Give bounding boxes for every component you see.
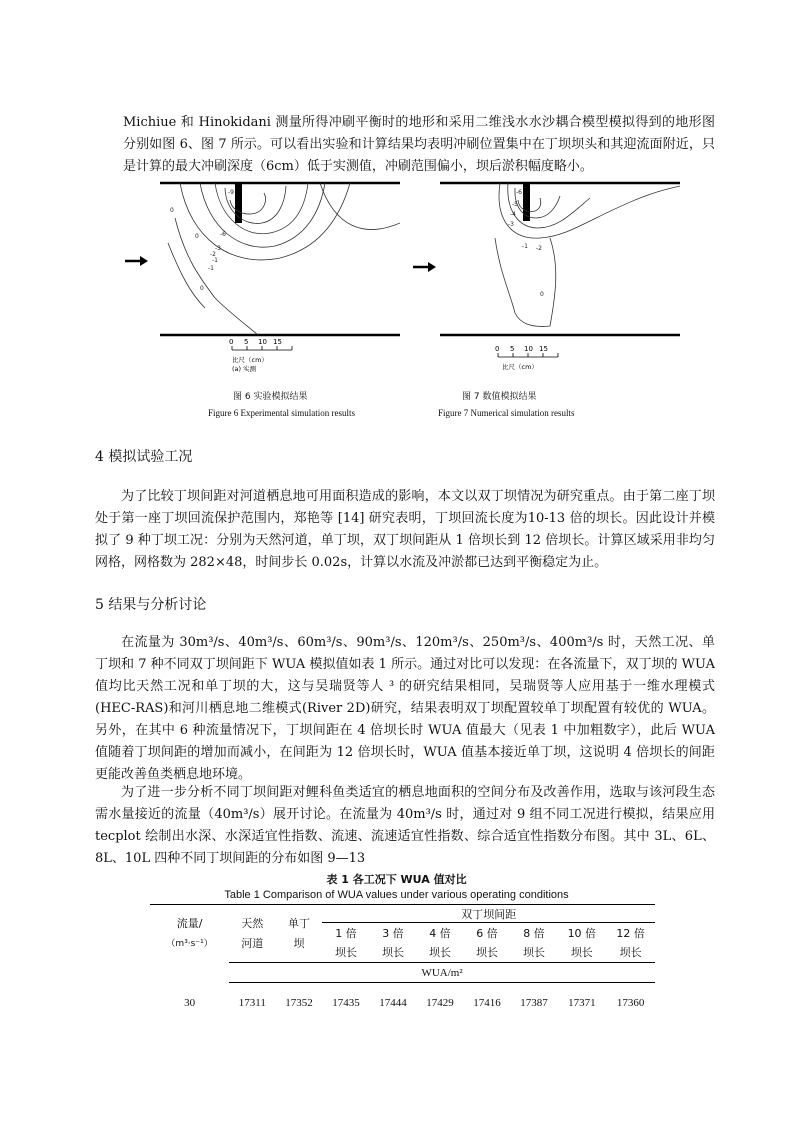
fig6-sublabel: (a) 实测 bbox=[232, 365, 257, 373]
col-header-spacing: 4 倍 bbox=[429, 926, 451, 940]
table-cell: 17387 bbox=[520, 996, 548, 1009]
fig6-scale-label: 比尺（cm） bbox=[232, 356, 268, 364]
table-cell: 17435 bbox=[332, 996, 360, 1009]
fig6-contour-label: 0 bbox=[195, 233, 199, 240]
fig6-contour-label: -1 bbox=[208, 265, 214, 272]
fig7-scale-bar bbox=[495, 345, 558, 371]
col-header-spacing: 12 倍 bbox=[616, 926, 645, 940]
section-4-paragraph: 为了比较丁坝间距对河道栖息地可用面积造成的影响，本文以双丁坝情况为研究重点。由于第二座丁坝处于第一座丁坝回流保护范围内，郑艳等 [14] 研究表明，丁坝回流长度为10-13 倍的坝长。因此设计并模拟了 9 种丁坝工况：分别为天然河道，单丁坝，双丁坝间距从 1 倍坝长到 12 倍坝长。计算区域采用非均匀网格，网格数为 282×48，时间步长 0.02s，计算以水流及冲淤都已达到平衡稳定为止。 bbox=[95, 489, 715, 570]
table-cell: 17311 bbox=[238, 996, 266, 1009]
section-5-paragraph-1: 在流量为 30m³/s、40m³/s、60m³/s、90m³/s、120m³/s、250m³/s、400m³/s 时，天然工况、单丁坝和 7 种不同双丁坝间距下 WUA 模拟值如表 1 所示。通过对比可以发现：在各流量下，双丁坝的 WUA 值均比天然工况和单丁坝的大，这与吴瑞贤等人 ³ 的研究结果相同，吴瑞贤等人应用基于一维水理模式(HEC-RAS)和河川栖息地二维模式(River 2D)研究，结果表明双丁坝配置较单丁坝配置有较优的 WUA。另外，在其中 6 种流量情况下，丁坝间距在 4 倍坝长时 WUA 值最大（见表 1 中加粗数字），此后 WUA 值随着丁坝间距的增加而减小，在间距为 12 倍坝长时，WUA 值基本接近单丁坝，这说明 4 倍坝长的间距更能改善鱼类栖息地环境。 bbox=[95, 635, 715, 782]
fig7-contour-label: -2 bbox=[536, 245, 542, 252]
col-header-spacing-unit: 坝长 bbox=[619, 946, 642, 960]
col-header-spacing: 3 倍 bbox=[382, 926, 404, 940]
col-header-spacing: 6 倍 bbox=[476, 926, 498, 940]
col-header-spacing-unit: 坝长 bbox=[381, 946, 404, 960]
table-cell: 17429 bbox=[426, 996, 454, 1009]
col-header-spacing-unit: 坝长 bbox=[334, 946, 357, 960]
col-header-flow: 流量/ （m³·s⁻¹） bbox=[166, 916, 213, 949]
fig7-scale-tick: 0 bbox=[495, 345, 500, 353]
col-header-natural: 天然 河道 bbox=[241, 916, 264, 950]
fig6-contour-label: -6 bbox=[220, 231, 226, 238]
fig7-contour-label: 0 bbox=[540, 291, 544, 298]
intro-paragraph: Michiue 和 Hinokidani 测量所得冲刷平衡时的地形和采用二维浅水水沙耦合模型模拟得到的地形图分别如图 6、图 7 所示。可以看出实验和计算结果均表明冲刷位置集中在丁坝坝头和其迎流面附近，只是计算的最大冲刷深度（6cm）低于实测值，冲刷范围偏小，坝后淤积幅度略小。 bbox=[123, 115, 715, 174]
table-cell-flow: 30 bbox=[184, 996, 196, 1009]
fig6-scale-bar bbox=[229, 338, 292, 373]
fig7-contour-label: -5 bbox=[512, 201, 518, 208]
fig7-contour-label: -4 bbox=[510, 211, 516, 218]
fig7-scale-tick: 10 bbox=[524, 345, 533, 353]
flow-arrow-icon bbox=[125, 255, 149, 267]
figure-6-contour-map bbox=[160, 178, 400, 378]
table-cell: 17416 bbox=[473, 996, 501, 1009]
fig6-contour-label: -3 bbox=[215, 245, 221, 252]
fig6-contour-label: 0 bbox=[200, 285, 204, 292]
fig7-scale-tick: 5 bbox=[510, 345, 515, 353]
table-cell-max: 17444 bbox=[379, 996, 407, 1009]
col-header-spacing: 8 倍 bbox=[523, 926, 545, 940]
fig6-scale-tick: 10 bbox=[258, 338, 267, 346]
fig6-contour-label: -9 bbox=[228, 189, 234, 196]
figure-6-caption-en: Figure 6 Experimental simulation results bbox=[208, 408, 355, 418]
figure-7-caption-cn: 图 7 数值模拟结果 bbox=[462, 392, 537, 402]
section-4-heading: 4 模拟试验工况 bbox=[95, 449, 193, 465]
table-row bbox=[150, 993, 655, 1013]
section-5-heading: 5 结果与分析讨论 bbox=[95, 597, 207, 613]
col-header-spacing: 10 倍 bbox=[567, 926, 597, 940]
figure-7-caption-en: Figure 7 Numerical simulation results bbox=[438, 408, 575, 418]
table-cell: 17360 bbox=[616, 996, 645, 1009]
fig7-scale-label: 比尺（cm） bbox=[502, 363, 538, 371]
table-cell: 17371 bbox=[568, 996, 596, 1009]
col-header-spacing-unit: 坝长 bbox=[475, 946, 498, 960]
table-1-title-en: Table 1 Comparison of WUA values under various operating conditions bbox=[224, 889, 569, 901]
table-1-wua bbox=[150, 904, 655, 1013]
table-cell: 17352 bbox=[285, 996, 313, 1009]
fig6-scale-tick: 15 bbox=[273, 338, 282, 346]
section-5-paragraph-2: 为了进一步分析不同丁坝间距对鲤科鱼类适宜的栖息地面积的空间分布及改善作用，选取与该河段生态需水量接近的流量（40m³/s）展开讨论。在流量为 40m³/s 时，通过对 9 组不同工况进行模拟，结果应用 tecplot 绘制出水深、水深适宜性指数、流速、流速适宜性指数、综合适宜性指数分布图。其中 3L、6L、8L、10L 四种不同丁坝间距的分布如图 9—13 bbox=[95, 785, 715, 866]
col-header-spacing: 1 倍 bbox=[335, 926, 357, 940]
flow-arrow-icon bbox=[413, 261, 437, 273]
col-header-spacing-unit: 坝长 bbox=[570, 946, 593, 960]
fig6-scale-tick: 5 bbox=[244, 338, 249, 346]
fig6-contour-label: -1 bbox=[212, 257, 218, 264]
fig7-contour-label: -6 bbox=[516, 189, 522, 196]
col-header-double-group: 双丁坝间距 bbox=[322, 905, 655, 923]
fig6-scale-tick: 0 bbox=[229, 338, 234, 346]
unit-row: WUA/m² bbox=[229, 963, 655, 983]
table-1-title-cn: 表 1 各工况下 WUA 值对比 bbox=[326, 873, 467, 886]
fig6-contour-label: 0 bbox=[170, 207, 174, 214]
col-header-spacing-unit: 坝长 bbox=[522, 946, 545, 960]
fig6-contour-label: -2 bbox=[210, 251, 216, 258]
col-header-spacing-unit: 坝长 bbox=[428, 946, 451, 960]
figure-7-contour-map bbox=[440, 178, 680, 378]
fig7-scale-tick: 15 bbox=[539, 345, 548, 353]
fig7-contour-label: -1 bbox=[522, 243, 528, 250]
col-header-single: 单丁 坝 bbox=[287, 916, 310, 950]
figure-6-caption-cn: 图 6 实验模拟结果 bbox=[233, 392, 308, 402]
fig7-contour-label: -3 bbox=[508, 221, 514, 228]
